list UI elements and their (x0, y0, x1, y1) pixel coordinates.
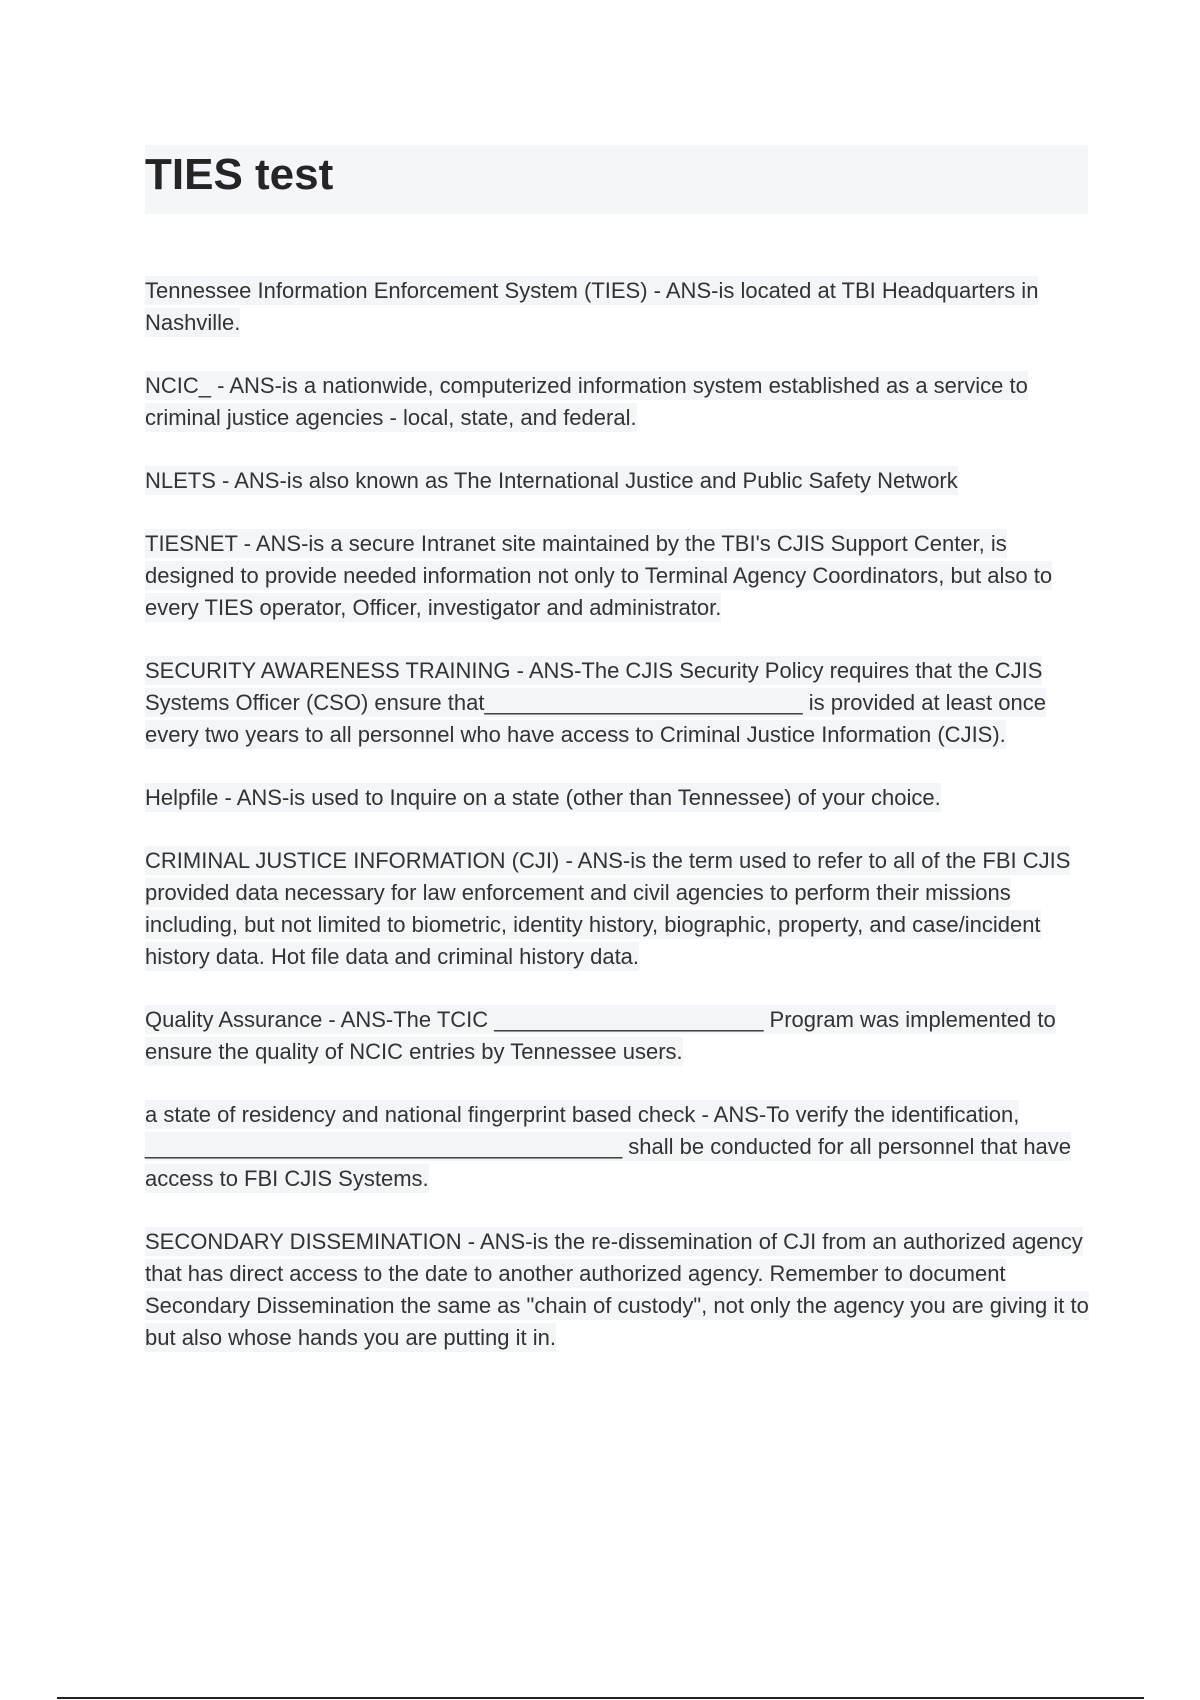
document-title: TIES test (145, 150, 334, 199)
entry-text: Tennessee Information Enforcement System (TIES) - ANS-is located at TBI Headquarters in Nashville. (145, 278, 1039, 335)
entry-text: NLETS - ANS-is also known as The International Justice and Public Safety Network (145, 468, 958, 493)
document-body (145, 275, 1090, 1385)
entry-tiesnet (145, 528, 1090, 624)
entry-security-awareness (145, 655, 1090, 751)
entry-text: Quality Assurance - ANS-The TCIC ______________________ Program was implemented to ensure the quality of NCIC entries by Tennessee users. (145, 1007, 1056, 1064)
entry-helpfile (145, 782, 1090, 814)
entry-cji (145, 845, 1090, 973)
entry-text: Helpfile - ANS-is used to Inquire on a state (other than Tennessee) of your choice. (145, 785, 941, 810)
entry-nlets (145, 465, 1090, 497)
entry-text: SECONDARY DISSEMINATION - ANS-is the re-dissemination of CJI from an authorized agency that has direct access to the date to another authorized agency. Remember to document Secondary Dissemination the same as "chain of custody", not only the agency you are giving it to but also whose hands you are putting it in. (145, 1229, 1089, 1350)
entry-fingerprint-check (145, 1099, 1090, 1195)
footer-divider (57, 1697, 1144, 1699)
entry-text: a state of residency and national fingerprint based check - ANS-To verify the identification, _______________________________________ shall be conducted for all personnel that have access to FBI CJIS Systems. (145, 1102, 1072, 1191)
entry-text: CRIMINAL JUSTICE INFORMATION (CJI) - ANS-is the term used to refer to all of the FBI CJIS provided data necessary for law enforcement and civil agencies to perform their missions including, but not limited to biometric, identity history, biographic, property, and case/incident history data. Hot file data and criminal history data. (145, 848, 1071, 969)
entry-secondary-dissemination (145, 1226, 1090, 1354)
entry-text: SECURITY AWARENESS TRAINING - ANS-The CJIS Security Policy requires that the CJIS Systems Officer (CSO) ensure that__________________________ is provided at least once every two years to all personnel who have access to Criminal Justice Information (CJIS). (145, 658, 1046, 747)
entry-ties (145, 275, 1090, 339)
title-bar (145, 145, 1088, 214)
entry-text: TIESNET - ANS-is a secure Intranet site maintained by the TBI's CJIS Support Center, is designed to provide needed information not only to Terminal Agency Coordinators, but also to every TIES operator, Officer, investigator and administrator. (145, 531, 1053, 620)
entry-text: NCIC_ - ANS-is a nationwide, computerized information system established as a service to criminal justice agencies - local, state, and federal. (145, 373, 1028, 430)
entry-quality-assurance (145, 1004, 1090, 1068)
entry-ncic (145, 370, 1090, 434)
